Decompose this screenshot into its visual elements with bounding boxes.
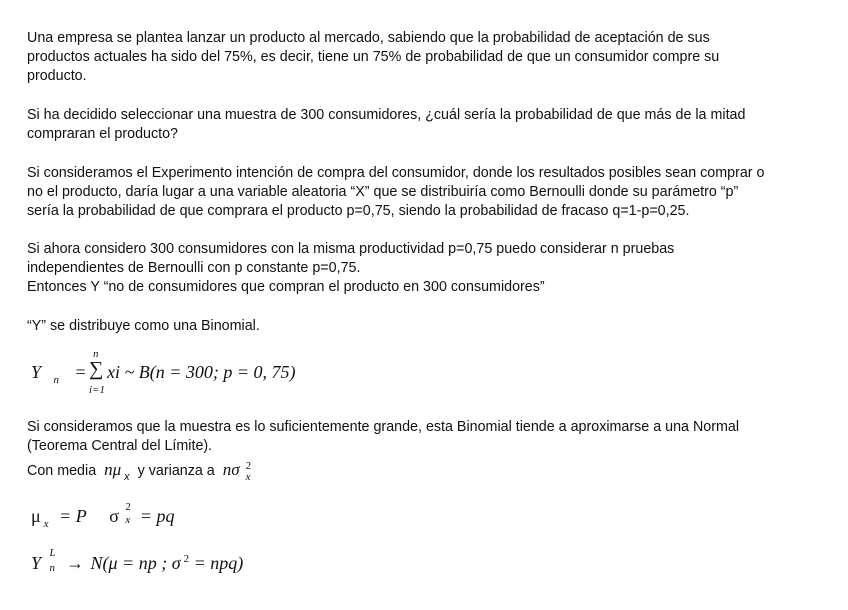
sigma-subscript: x — [125, 514, 131, 526]
text-line: “Y” se distribuye como una Binomial. — [27, 318, 260, 334]
eq-symbol: Y — [31, 362, 42, 382]
text-line: producto. — [27, 68, 87, 84]
equation-parameters — [31, 501, 175, 530]
text-span: Con media — [27, 463, 97, 479]
paragraph-intro — [27, 29, 817, 86]
arrow-icon: → — [66, 553, 85, 573]
text-line: sería la probabilidad de que comprara el producto p=0,75, siendo la probabilidad de fracaso q=1-p=0,25. — [27, 203, 690, 219]
paragraph-question — [27, 106, 817, 144]
text-line: Una empresa se plantea lanzar un producto al mercado, sabiendo que la probabilidad de aceptación de sus — [27, 30, 710, 46]
eq-symbol: Y — [31, 553, 42, 573]
mean-expression: nμ — [104, 460, 122, 479]
mu-symbol: μ — [31, 506, 41, 526]
variance-superscript: 2 — [245, 460, 252, 472]
variance-subscript: x — [245, 471, 251, 483]
equation-binomial — [31, 362, 86, 386]
eq-part: = npq) — [189, 553, 244, 573]
text-line: independientes de Bernoulli con p constante p=0,75. — [27, 260, 361, 276]
limit-subscript: n — [49, 562, 56, 574]
text-span: y varianza a — [137, 463, 215, 479]
sum-lower-limit: i=1 — [89, 384, 105, 396]
eq-part: N(μ = np ; σ — [90, 553, 181, 573]
eq-superscript: 2 — [183, 553, 190, 565]
text-line: Si consideramos el Experimento intención de compra del consumidor, donde los resultados posibles sean comprar o — [27, 165, 765, 181]
mu-subscript: x — [43, 518, 49, 530]
paragraph-bernoulli — [27, 164, 817, 221]
variance-scripts — [244, 460, 254, 483]
paragraph-binomial-setup — [27, 240, 817, 297]
text-line: Si consideramos que la muestra es lo suficientemente grande, esta Binomial tiende a aproximarse a una Normal — [27, 419, 740, 435]
variance-expression: nσ — [222, 460, 240, 479]
equation-normal-limit — [31, 547, 244, 574]
eq-equals: = — [75, 362, 86, 382]
paragraph-mean-variance — [27, 460, 817, 486]
equation-binomial-rhs: xi ~ B(n = 300; p = 0, 75) — [107, 362, 296, 382]
text-line: Si ahora considero 300 consumidores con la misma productividad p=0,75 puedo considerar n pruebas — [27, 241, 675, 257]
limit-superscript: L — [49, 547, 56, 559]
mean-subscript: x — [124, 471, 130, 483]
text-line: Si ha decidido seleccionar una muestra de 300 consumidores, ¿cuál sería la probabilidad de que más de la mitad — [27, 107, 746, 123]
text-line: productos actuales ha sido del 75%, es decir, tiene un 75% de probabilidad de que un consumidor compre su — [27, 49, 720, 65]
text-line: compraran el producto? — [27, 126, 178, 142]
sum-upper-limit: n — [93, 348, 99, 360]
limit-scripts — [46, 547, 60, 574]
eq-subscript: n — [53, 374, 60, 386]
eq-part: = pq — [139, 506, 175, 526]
sigma-superscript: 2 — [125, 501, 131, 513]
text-line: Entonces Y “no de consumidores que compran el producto en 300 consumidores” — [27, 279, 545, 295]
eq-part: = P — [59, 506, 87, 526]
sigma-scripts — [123, 501, 133, 526]
text-line: no el producto, daría lugar a una variable aleatoria “X” que se distribuiría como Bernoulli donde su parámetro “p” — [27, 184, 739, 200]
paragraph-binomial — [27, 317, 817, 336]
sigma-icon: ∑ — [89, 358, 104, 380]
text-line: (Teorema Central del Límite). — [27, 438, 213, 454]
sigma-symbol: σ — [109, 506, 119, 526]
paragraph-normal-approx — [27, 418, 817, 456]
